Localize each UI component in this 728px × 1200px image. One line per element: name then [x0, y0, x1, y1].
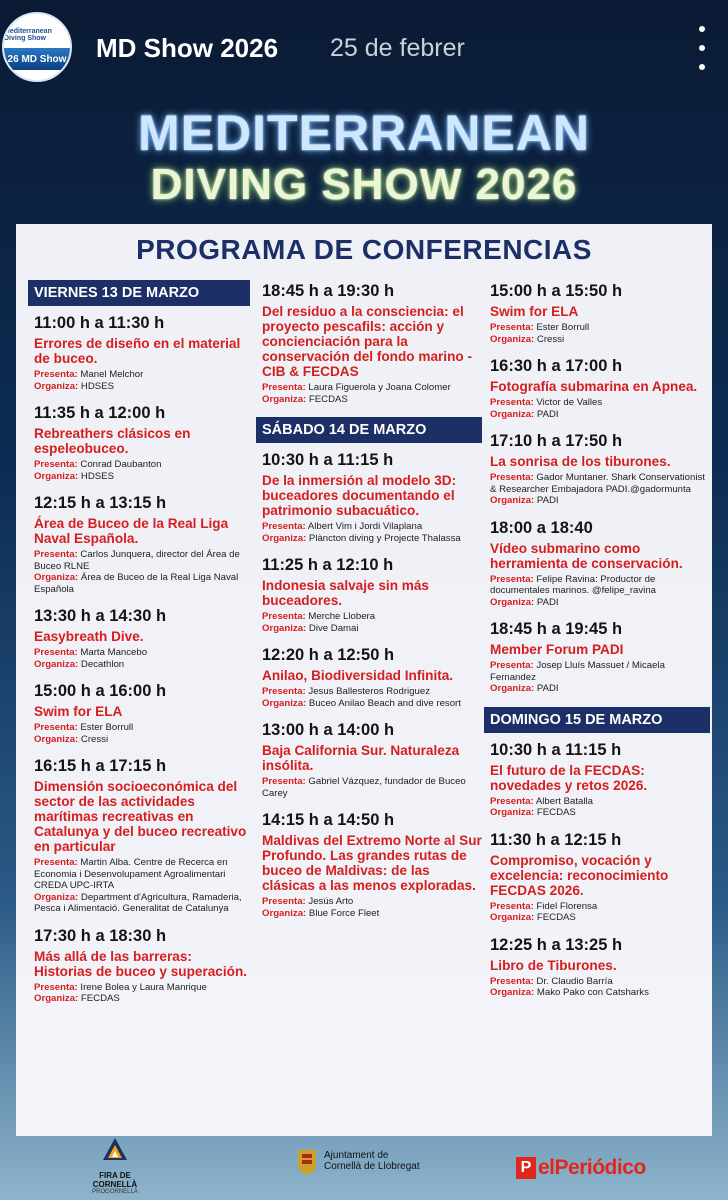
presenta-label: Presenta: — [490, 975, 534, 987]
talk-time: 11:25 h a 12:10 h — [262, 556, 394, 574]
talk-presenta — [490, 976, 710, 988]
organiza-value: PADI — [536, 408, 559, 420]
organiza-label: Organiza: — [262, 697, 307, 709]
talk-item — [28, 757, 250, 915]
column-saturday — [256, 282, 482, 931]
presenta-value: Carlos Junquera, director del Área de Buceo RLNE — [34, 549, 240, 572]
organiza-label: Organiza: — [34, 572, 79, 583]
talk-item — [256, 451, 482, 544]
talk-time: 11:00 h a 11:30 h — [34, 314, 165, 332]
program-title: PROGRAMA DE CONFERENCIAS — [136, 234, 592, 265]
organiza-label: Organiza: — [262, 622, 307, 634]
presenta-value: Ester Borrull — [536, 322, 590, 333]
talk-presenta — [34, 549, 250, 572]
presenta-value: Dr. Claudio Barría — [536, 975, 613, 987]
avatar-logo-text: Mediterranean Diving Show — [4, 28, 52, 42]
organiza-label: Organiza: — [34, 380, 79, 392]
city-shield-icon — [296, 1146, 318, 1176]
avatar[interactable] — [2, 12, 72, 82]
elperiodico-logo — [516, 1156, 646, 1180]
talk-time: 10:30 h a 11:15 h — [490, 740, 622, 759]
talk-title: Baja California Sur. Naturaleza insólita. — [262, 743, 460, 773]
talk-title: Errores de diseño en el material de buceo. — [34, 336, 241, 366]
organiza-label: Organiza: — [490, 408, 535, 420]
presenta-value: Albert Batalla — [535, 795, 593, 807]
talk-time: 18:45 h a 19:45 h — [490, 620, 623, 638]
talk-title: Área de Buceo de la Real Liga Naval Española. — [34, 516, 229, 546]
talk-title: Indonesia salvaje sin más buceadores. — [262, 578, 429, 608]
talk-time: 12:25 h a 13:25 h — [490, 935, 623, 954]
fira-cornella-logo — [80, 1136, 150, 1195]
organiza-value: FECDAS — [308, 393, 348, 405]
presenta-value: Victor de Valles — [536, 397, 603, 408]
talk-title: Del residuo a la consciencia: el proyecto pescafils: acción y concienciación para la conservación del fondo marino - CIB & FECDAS — [262, 304, 472, 379]
talk-presenta — [262, 896, 482, 908]
presenta-value: Gabriel Vázquez, fundador de Buceo Carey — [262, 776, 466, 799]
talk-item — [28, 927, 250, 1005]
presenta-value: Laura Figuerola y Joana Colomer — [308, 382, 451, 393]
organiza-label: Organiza: — [262, 907, 307, 919]
presenta-label: Presenta: — [490, 322, 534, 333]
talk-organiza — [262, 533, 482, 545]
organiza-value: Cressi — [80, 733, 109, 745]
organiza-label: Organiza: — [490, 596, 535, 608]
talk-organiza — [490, 807, 710, 819]
talk-organiza — [34, 892, 250, 915]
program-panel — [16, 224, 712, 1136]
presenta-label: Presenta: — [34, 857, 78, 868]
talk-title: Vídeo submarino como herramienta de conservación. — [490, 540, 683, 571]
talk-title: Easybreath Dive. — [34, 629, 144, 644]
talk-organiza — [34, 993, 250, 1005]
organiza-label: Organiza: — [490, 495, 535, 506]
presenta-label: Presenta: — [34, 549, 78, 560]
talk-organiza — [262, 394, 482, 406]
periodico-name: elPeriódico — [538, 1156, 646, 1179]
organiza-label: Organiza: — [34, 470, 79, 482]
presenta-label: Presenta: — [262, 611, 306, 622]
talk-organiza — [34, 734, 250, 746]
periodico-mark-icon: P — [516, 1157, 536, 1179]
presenta-label: Presenta: — [34, 369, 78, 380]
organiza-value: Plàncton diving y Projecte Thalassa — [308, 532, 461, 544]
presenta-label: Presenta: — [490, 397, 534, 408]
talk-title: Maldivas del Extremo Norte al Sur Profundo. Las grandes rutas de buceo de Maldivas: de las clásicas a las menos exploradas. — [262, 833, 482, 893]
talk-presenta — [34, 459, 250, 471]
ajuntament-text — [324, 1150, 420, 1172]
organiza-value: FECDAS — [80, 993, 120, 1004]
presenta-label: Presenta: — [262, 686, 306, 697]
talk-presenta — [34, 369, 250, 381]
talk-organiza — [490, 912, 710, 924]
talk-title: Más allá de las barreras: Historias de buceo y superación. — [34, 948, 248, 979]
talk-item — [28, 404, 250, 482]
talk-time: 13:30 h a 14:30 h — [34, 607, 167, 625]
organiza-label: Organiza: — [490, 807, 535, 818]
talk-title: Dimensión socioeconómica del sector de las actividades marítimas recreativas en Catalunya y del buceo recreativo en particular — [34, 779, 247, 854]
talk-presenta — [490, 574, 710, 597]
talk-presenta — [490, 901, 710, 913]
talk-item — [256, 282, 482, 405]
talk-organiza — [490, 495, 710, 507]
presenta-value: Irene Bolea y Laura Manrique — [80, 981, 207, 993]
avatar-banner: 26 MD Show — [4, 48, 70, 70]
talk-organiza — [490, 409, 710, 421]
presenta-value: Martin Alba. Centre de Recerca en Economia i Desenvolupament Agroalimentari CREDA UPC-IRTA — [34, 857, 228, 891]
talk-organiza — [490, 597, 710, 609]
organiza-label: Organiza: — [490, 333, 535, 345]
talk-time: 15:00 h a 16:00 h — [34, 682, 167, 700]
more-options-icon[interactable] — [692, 26, 712, 70]
talk-presenta — [262, 686, 482, 698]
day-header-saturday: SÁBADO 14 DE MARZO — [256, 417, 482, 443]
talk-title: Anilao, Biodiversidad Infinita. — [262, 668, 454, 683]
talk-time: 10:30 h a 11:15 h — [262, 451, 394, 469]
talk-title: Swim for ELA — [34, 704, 123, 719]
talk-presenta — [262, 382, 482, 394]
ajuntament-logo — [296, 1146, 420, 1176]
talk-presenta — [490, 397, 710, 409]
presenta-label: Presenta: — [262, 776, 306, 787]
talk-item — [28, 314, 250, 392]
organiza-value: FECDAS — [536, 807, 576, 818]
talk-organiza — [490, 334, 710, 346]
talk-item — [256, 811, 482, 919]
talk-item — [484, 741, 710, 819]
organiza-value: Decathlon — [80, 658, 125, 670]
talk-time: 13:00 h a 14:00 h — [262, 721, 395, 739]
talk-item — [484, 620, 710, 695]
organiza-value: Mako Pako con Catsharks — [536, 987, 649, 998]
organiza-label: Organiza: — [34, 891, 79, 903]
organiza-value: HDSES — [80, 470, 114, 482]
presenta-label: Presenta: — [262, 896, 306, 907]
talk-time: 12:15 h a 13:15 h — [34, 494, 167, 512]
presenta-value: Manel Melchor — [80, 369, 144, 380]
talk-item — [484, 432, 710, 507]
talk-presenta — [34, 857, 250, 892]
talk-title: Compromiso, vocación y excelencia: reconocimiento FECDAS 2026. — [490, 852, 669, 898]
account-name[interactable]: MD Show 2026 — [96, 33, 279, 63]
talk-item — [256, 646, 482, 709]
presenta-label: Presenta: — [490, 795, 534, 807]
talk-time: 16:30 h a 17:00 h — [490, 357, 623, 375]
organiza-value: PADI — [536, 683, 559, 694]
talk-organiza — [262, 698, 482, 710]
talk-time: 18:00 a 18:40 — [490, 518, 593, 537]
presenta-value: Conrad Daubanton — [80, 459, 162, 470]
talk-organiza — [34, 572, 250, 595]
talk-presenta — [262, 521, 482, 533]
presenta-value: Fidel Florensa — [536, 900, 598, 912]
talk-organiza — [262, 623, 482, 635]
talk-title: El futuro de la FECDAS: novedades y retos 2026. — [490, 762, 648, 793]
talk-time: 11:35 h a 12:00 h — [34, 404, 166, 422]
talk-time: 17:10 h a 17:50 h — [490, 432, 623, 450]
talk-title: Swim for ELA — [490, 304, 579, 319]
talk-item — [28, 607, 250, 670]
talk-item — [28, 682, 250, 745]
event-title-line1: MEDITERRANEAN — [138, 105, 590, 161]
organiza-label: Organiza: — [262, 532, 307, 544]
presenta-value: Marta Mancebo — [80, 647, 148, 658]
presenta-label: Presenta: — [262, 382, 306, 393]
organiza-value: FECDAS — [536, 912, 576, 923]
presenta-value: Gador Muntaner. Shark Conservationist & Researcher Embajadora PADI.@gadormunta — [490, 472, 705, 495]
presenta-value: Jesús Arto — [308, 896, 354, 907]
talk-presenta — [34, 647, 250, 659]
talk-presenta — [490, 472, 710, 495]
talk-title: La sonrisa de los tiburones. — [490, 454, 671, 469]
organiza-label: Organiza: — [34, 993, 79, 1004]
organiza-value: Dive Damai — [308, 622, 359, 634]
ajuntament-line2: Cornellà de Llobregat — [324, 1161, 420, 1172]
talk-organiza — [34, 659, 250, 671]
talk-item — [484, 936, 710, 999]
organiza-value: PADI — [536, 495, 559, 506]
talk-time: 18:45 h a 19:30 h — [262, 282, 395, 300]
talk-presenta — [34, 982, 250, 994]
organiza-value: Buceo Anilao Beach and dive resort — [308, 697, 461, 709]
talk-time: 16:15 h a 17:15 h — [34, 757, 167, 775]
fira-triangle-icon — [101, 1136, 129, 1164]
talk-presenta — [490, 796, 710, 808]
ajuntament-line1: Ajuntament de — [324, 1150, 389, 1161]
talk-title: Libro de Tiburones. — [490, 957, 617, 973]
presenta-label: Presenta: — [490, 573, 534, 585]
talk-time: 14:15 h a 14:50 h — [262, 811, 395, 829]
talk-item — [28, 494, 250, 595]
column-friday — [28, 280, 250, 1017]
presenta-label: Presenta: — [490, 900, 534, 912]
talk-title: Member Forum PADI — [490, 642, 624, 657]
talk-time: 11:30 h a 12:15 h — [490, 830, 622, 849]
talk-presenta — [262, 611, 482, 623]
presenta-label: Presenta: — [490, 472, 534, 483]
talk-item — [484, 282, 710, 345]
organiza-value: Cressi — [536, 333, 565, 345]
fira-sub: PROGORNELLÀ — [92, 1189, 138, 1195]
day-header-friday: VIERNES 13 DE MARZO — [28, 280, 250, 306]
talk-title: De la inmersión al modelo 3D: buceadores documentando el patrimonio subacuático. — [262, 473, 457, 518]
event-title-line2: DIVING SHOW 2026 — [150, 160, 578, 209]
fira-name: FIRA DE CORNELLÀ — [92, 1171, 138, 1189]
organiza-value: PADI — [536, 596, 559, 608]
talk-organiza — [490, 683, 710, 695]
sponsor-footer — [0, 1136, 728, 1200]
presenta-value: Ester Borrull — [80, 722, 134, 733]
talk-title: Rebreathers clásicos en espeleobuceo. — [34, 426, 191, 456]
talk-presenta — [490, 660, 710, 683]
presenta-label: Presenta: — [34, 647, 78, 658]
presenta-label: Presenta: — [34, 459, 78, 470]
presenta-label: Presenta: — [490, 660, 534, 671]
presenta-value: Josep Lluís Massuet / Micaela Fernandez — [490, 660, 665, 683]
presenta-value: Merche Llobera — [308, 611, 376, 622]
organiza-label: Organiza: — [490, 683, 535, 694]
organiza-value: Blue Force Fleet — [308, 907, 380, 919]
organiza-value: Department d'Agricultura, Ramaderia, Pesca i Alimentació. Generalitat de Catalunya — [34, 891, 242, 914]
talk-time: 15:00 h a 15:50 h — [490, 282, 623, 300]
talk-title: Fotografía submarina en Apnea. — [490, 379, 698, 394]
day-header-sunday: DOMINGO 15 DE MARZO — [484, 707, 710, 733]
column-saturday-sunday — [484, 282, 710, 1011]
organiza-label: Organiza: — [34, 733, 79, 745]
talk-organiza — [262, 908, 482, 920]
organiza-label: Organiza: — [262, 393, 307, 405]
presenta-value: Felipe Ravina: Productor de documentales marinos. @felipe_ravina — [490, 573, 656, 596]
talk-item — [484, 831, 710, 924]
organiza-label: Organiza: — [490, 987, 535, 998]
talk-item — [484, 357, 710, 420]
talk-item — [256, 556, 482, 634]
presenta-label: Presenta: — [262, 521, 306, 532]
post-date: 25 de febrer — [330, 34, 465, 62]
organiza-label: Organiza: — [34, 658, 79, 670]
talk-time: 12:20 h a 12:50 h — [262, 646, 395, 664]
talk-presenta — [490, 322, 710, 334]
talk-organiza — [34, 471, 250, 483]
presenta-value: Albert Vim i Jordi Vilaplana — [307, 521, 423, 532]
organiza-value: Área de Buceo de la Real Liga Naval Española — [34, 572, 239, 595]
story-header — [0, 0, 728, 96]
talk-item — [484, 519, 710, 609]
organiza-value: HDSES — [80, 380, 114, 392]
talk-presenta — [34, 722, 250, 734]
talk-presenta — [262, 776, 482, 799]
presenta-label: Presenta: — [34, 981, 78, 993]
talk-organiza — [490, 987, 710, 999]
talk-item — [256, 721, 482, 799]
presenta-value: Jesus Ballesteros Rodriguez — [308, 686, 430, 697]
presenta-label: Presenta: — [34, 722, 78, 733]
talk-organiza — [34, 381, 250, 393]
organiza-label: Organiza: — [490, 912, 535, 923]
talk-time: 17:30 h a 18:30 h — [34, 926, 167, 945]
